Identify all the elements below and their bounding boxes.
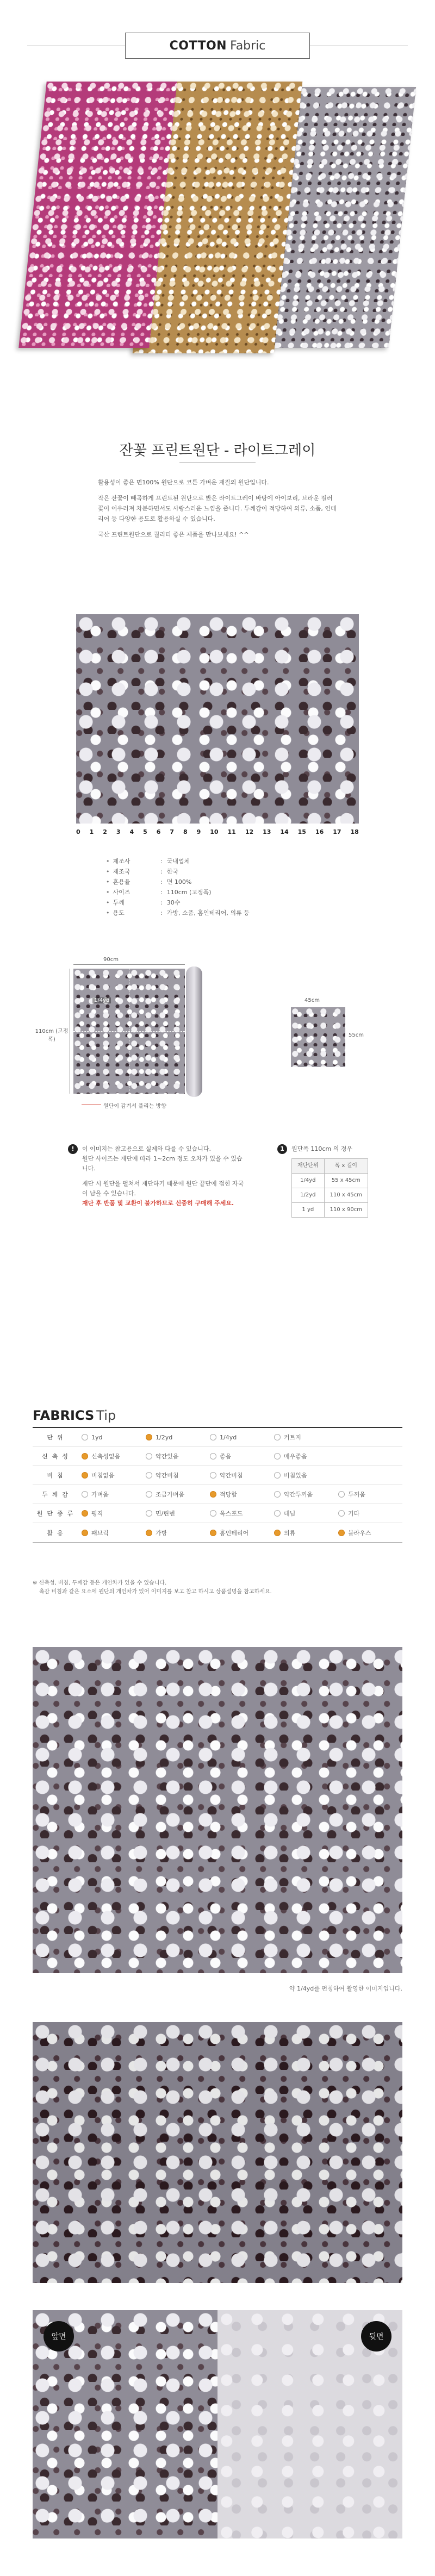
radio-unchecked-icon — [146, 1510, 152, 1517]
ruler-tick: 10 — [210, 828, 219, 835]
tips-option — [210, 1529, 274, 1537]
tips-option-label: 블라우스 — [348, 1529, 371, 1537]
tips-option — [146, 1529, 210, 1537]
title-rule — [179, 462, 256, 463]
radio-unchecked-icon — [210, 1453, 216, 1459]
cut-swatch — [291, 1007, 345, 1067]
note-heading-text: 원단폭 110cm 의 경우 — [291, 1145, 353, 1152]
tips-option — [146, 1434, 210, 1441]
radio-unchecked-icon — [338, 1510, 345, 1517]
note-line: 재단 시 원단을 펼쳐서 재단하기 때문에 원단 끝단에 접힌 자국이 남을 수 있습니다. — [82, 1180, 244, 1197]
back-badge: 뒷면 — [361, 2321, 391, 2352]
spec-key: • 혼용율 — [106, 877, 160, 887]
tips-table — [33, 1427, 402, 1543]
radio-checked-icon — [210, 1530, 216, 1536]
ruler-tick: 3 — [116, 828, 121, 835]
radio-checked-icon — [210, 1491, 216, 1498]
spec-key: • 제조국 — [106, 866, 160, 877]
left-notes — [68, 1144, 247, 1208]
tips-option-label: 1/2yd — [156, 1433, 173, 1441]
ruler-tick: 11 — [227, 828, 236, 835]
spec-key: • 사이즈 — [106, 887, 160, 897]
ruler-tick: 6 — [156, 828, 161, 835]
tips-option-label: 의류 — [284, 1529, 296, 1537]
tips-option-label: 1yd — [91, 1433, 103, 1441]
tips-option-label: 약간두꺼움 — [284, 1491, 313, 1498]
radio-unchecked-icon — [146, 1453, 152, 1459]
front-badge: 앞면 — [44, 2321, 74, 2352]
radio-unchecked-icon — [210, 1472, 216, 1479]
tips-row — [33, 1485, 402, 1504]
tips-footnote — [33, 1579, 402, 1596]
cut-td: 110 x 45cm — [324, 1188, 368, 1203]
radio-checked-icon — [146, 1530, 152, 1536]
cut-th: 재단단위 — [292, 1159, 325, 1174]
photo-caption: 약 1/4yd를 펀칭하여 촬영한 이미지입니다. — [289, 1985, 402, 1992]
tips-option-label: 매우좋음 — [284, 1453, 307, 1460]
ruler-tick: 12 — [245, 828, 254, 835]
radio-checked-icon — [82, 1472, 88, 1479]
cut-table-row — [292, 1188, 368, 1203]
tips-option-label: 홈인테리어 — [220, 1529, 249, 1537]
tips-option — [82, 1529, 146, 1537]
description-line-3: 국산 프린트원단으로 퀄리티 좋은 제품을 만나보세요! ^^ — [98, 531, 249, 538]
radio-unchecked-icon — [274, 1510, 281, 1517]
tips-option-label: 옥스포드 — [220, 1510, 243, 1517]
cut-td: 1/4yd — [292, 1174, 325, 1188]
tips-option-label: 비침있음 — [284, 1472, 307, 1479]
description-line-2: 작은 잔꽃이 빼곡하게 프린트된 원단으로 밝은 라이트그레이 바탕에 아이보리, 브라운 컬러 꽃이 어우러져 차분하면서도 사랑스러운 느낌을 줍니다. 두께감이 적당하여 의류, 소품, 인테리어 등 다양한 용도로 활용하실 수 있습니다. — [98, 495, 337, 522]
radio-checked-icon — [82, 1510, 88, 1517]
description-line-1: 활용성이 좋은 면100% 원단으로 코튼 가벼운 재질의 원단입니다. — [98, 479, 269, 486]
ruler-tick: 18 — [350, 828, 359, 835]
radio-checked-icon — [146, 1434, 152, 1440]
radio-unchecked-icon — [82, 1434, 88, 1440]
cut-width-label: 45cm — [304, 997, 320, 1003]
radio-checked-icon — [338, 1530, 345, 1536]
radio-checked-icon — [82, 1453, 88, 1459]
ruler-tick: 14 — [280, 828, 289, 835]
ruler-tick: 15 — [297, 828, 306, 835]
spec-value: : 30수 — [160, 897, 180, 908]
spec-list — [106, 856, 302, 918]
piece-label: 1/4yd — [92, 997, 111, 1003]
tips-option-label: 두꺼움 — [348, 1491, 365, 1498]
direction-label: 원단이 감겨서 풀리는 방향 — [103, 1103, 166, 1109]
tips-row-label: 비침 — [47, 1472, 67, 1479]
spec-key: • 용도 — [106, 908, 160, 918]
tips-option — [274, 1529, 338, 1537]
tips-option — [210, 1509, 274, 1518]
product-title: 잔꽃 프린트원단 - 라이트그레이 — [119, 442, 316, 459]
radio-unchecked-icon — [274, 1434, 281, 1440]
tips-option — [274, 1490, 338, 1499]
tips-row-label: 신축성 — [42, 1453, 72, 1460]
note-text: 이 이미지는 참고용으로 실제와 다를 수 있습니다. — [82, 1145, 211, 1152]
radio-unchecked-icon — [210, 1510, 216, 1517]
ruler-tick: 17 — [333, 828, 341, 835]
tips-option — [274, 1433, 338, 1442]
tips-option — [82, 1471, 146, 1480]
spec-value: : 가방, 소품, 홈인테리어, 의류 등 — [160, 908, 250, 918]
tips-option-label: 비침없음 — [91, 1472, 115, 1479]
tips-row — [33, 1428, 402, 1447]
ruler-tick: 0 — [76, 828, 80, 835]
warning-icon: ! — [68, 1144, 78, 1154]
tips-row — [33, 1447, 402, 1466]
radio-unchecked-icon — [82, 1491, 88, 1498]
tips-option-label: 면/린넨 — [156, 1510, 175, 1517]
spec-key: • 두께 — [106, 897, 160, 908]
tips-footnote-1: ※ 신축성, 비침, 두께감 등은 개인차가 있을 수 있습니다. — [33, 1580, 167, 1586]
tips-option-label: 데님 — [284, 1510, 296, 1517]
spec-row — [106, 866, 302, 877]
ruler-tick: 9 — [196, 828, 201, 835]
tips-option-label: 약간비침 — [220, 1472, 243, 1479]
header-bold: COTTON — [169, 39, 227, 53]
tips-row-label: 활용 — [47, 1529, 67, 1537]
tips-option — [210, 1471, 274, 1480]
cut-height-label: 55cm — [349, 1032, 364, 1038]
tips-option — [338, 1490, 402, 1499]
cut-table — [291, 1158, 368, 1218]
spec-value: : 110cm (고정폭) — [160, 887, 211, 897]
cut-td: 1 yd — [292, 1203, 325, 1218]
tips-option-label: 좋음 — [220, 1453, 232, 1460]
radio-unchecked-icon — [274, 1472, 281, 1479]
info-icon: 1 — [277, 1144, 287, 1154]
tips-option — [146, 1490, 210, 1499]
tips-option — [274, 1471, 338, 1480]
tips-option-label: 1/4yd — [220, 1433, 237, 1441]
spec-value: : 한국 — [160, 866, 178, 877]
tips-option-label: 가벼움 — [91, 1491, 109, 1498]
radio-unchecked-icon — [146, 1472, 152, 1479]
radio-unchecked-icon — [274, 1453, 281, 1459]
tips-option — [146, 1509, 210, 1518]
note-heading — [277, 1144, 402, 1154]
cut-table-row — [292, 1203, 368, 1218]
right-notes — [277, 1144, 402, 1218]
width-label: 90cm — [103, 957, 119, 963]
radio-unchecked-icon — [274, 1491, 281, 1498]
roll-diagram — [33, 957, 261, 1120]
tips-option-label: 조금가벼움 — [156, 1491, 185, 1498]
roll-tube — [186, 966, 202, 1097]
note-red: 재단 후 반품 및 교환이 불가하므로 신중히 구매해 주세요. — [82, 1200, 234, 1207]
width-arrow — [73, 964, 185, 965]
ruler-tick: 5 — [143, 828, 147, 835]
tips-row — [33, 1523, 402, 1542]
ruler-tick: 8 — [183, 828, 188, 835]
tips-option — [274, 1509, 338, 1518]
tips-option — [82, 1509, 146, 1518]
tips-option — [210, 1490, 274, 1499]
section-header — [125, 33, 310, 59]
tips-option — [210, 1434, 274, 1441]
spec-key: • 제조사 — [106, 856, 160, 866]
note-line: 원단 사이즈는 재단에 따라 1~2cm 정도 오차가 있을 수 있습니다. — [82, 1155, 243, 1172]
tips-row-label: 두께감 — [42, 1491, 72, 1498]
tips-option-label: 약간있음 — [156, 1453, 179, 1460]
cut-th: 폭 x 길이 — [324, 1159, 368, 1174]
ruler-tick: 1 — [89, 828, 94, 835]
tips-option-label: 기타 — [348, 1510, 360, 1517]
tips-option-label: 평직 — [91, 1510, 103, 1517]
tips-row — [33, 1466, 402, 1485]
cut-td: 110 x 90cm — [324, 1203, 368, 1218]
spec-value: : 국내업체 — [160, 856, 190, 866]
main-swatch-image — [76, 614, 359, 824]
tips-option — [338, 1509, 402, 1518]
cut-td: 1/2yd — [292, 1188, 325, 1203]
tips-option-label: 신축성없음 — [91, 1453, 121, 1460]
ruler-tick: 2 — [103, 828, 107, 835]
radio-unchecked-icon — [146, 1491, 152, 1498]
radio-checked-icon — [82, 1530, 88, 1536]
fabric-photo-drape — [33, 2022, 402, 2283]
cut-td: 55 x 45cm — [324, 1174, 368, 1188]
tips-option-label: 커트지 — [284, 1434, 301, 1441]
tips-row — [33, 1504, 402, 1523]
header-normal: Fabric — [230, 39, 266, 53]
cut-table-header — [292, 1159, 368, 1174]
tips-footnote-2: 촉감 비침과 같은 요소에 원단의 개인차가 있어 이미지를 보고 참고 하시고 상품설명을 참고하세요. — [39, 1589, 272, 1595]
hero-swatches — [33, 82, 402, 364]
cut-table-row — [292, 1174, 368, 1188]
spec-row — [106, 877, 302, 887]
cut-diagram — [285, 997, 367, 1074]
tips-option — [274, 1452, 338, 1461]
radio-unchecked-icon — [338, 1491, 345, 1498]
tips-title-bold: FABRICS — [33, 1408, 95, 1423]
tips-title-normal: Tip — [96, 1408, 116, 1423]
height-label: 110cm (고정폭) — [35, 1028, 69, 1043]
tips-option-label: 적당함 — [220, 1491, 237, 1498]
spec-row — [106, 897, 302, 908]
radio-checked-icon — [274, 1530, 281, 1536]
ruler-tick: 4 — [129, 828, 134, 835]
ruler-tick: 13 — [263, 828, 271, 835]
tips-option — [82, 1452, 146, 1461]
tips-option-label: 약간비침 — [156, 1472, 179, 1479]
tips-title — [33, 1408, 116, 1423]
ruler-tick: 7 — [170, 828, 175, 835]
tips-option — [146, 1471, 210, 1480]
spec-row — [106, 856, 302, 866]
tips-option-label: 가방 — [156, 1529, 167, 1537]
tips-option — [82, 1434, 146, 1441]
spec-row — [106, 887, 302, 897]
radio-unchecked-icon — [210, 1434, 216, 1440]
tips-option — [338, 1529, 402, 1537]
tips-option — [146, 1452, 210, 1461]
note-line — [68, 1144, 247, 1154]
tips-option — [82, 1490, 146, 1499]
tips-option-label: 패브릭 — [91, 1529, 109, 1537]
tips-row-label: 원단종류 — [36, 1510, 78, 1517]
fabric-photo-flat — [33, 1647, 402, 1973]
ruler-tick: 16 — [315, 828, 324, 835]
cm-ruler — [76, 828, 359, 838]
spec-value: : 면 100% — [160, 877, 191, 887]
tips-row-label: 단위 — [47, 1434, 67, 1441]
tips-option — [210, 1452, 274, 1461]
spec-row — [106, 908, 302, 918]
product-description — [98, 477, 337, 545]
